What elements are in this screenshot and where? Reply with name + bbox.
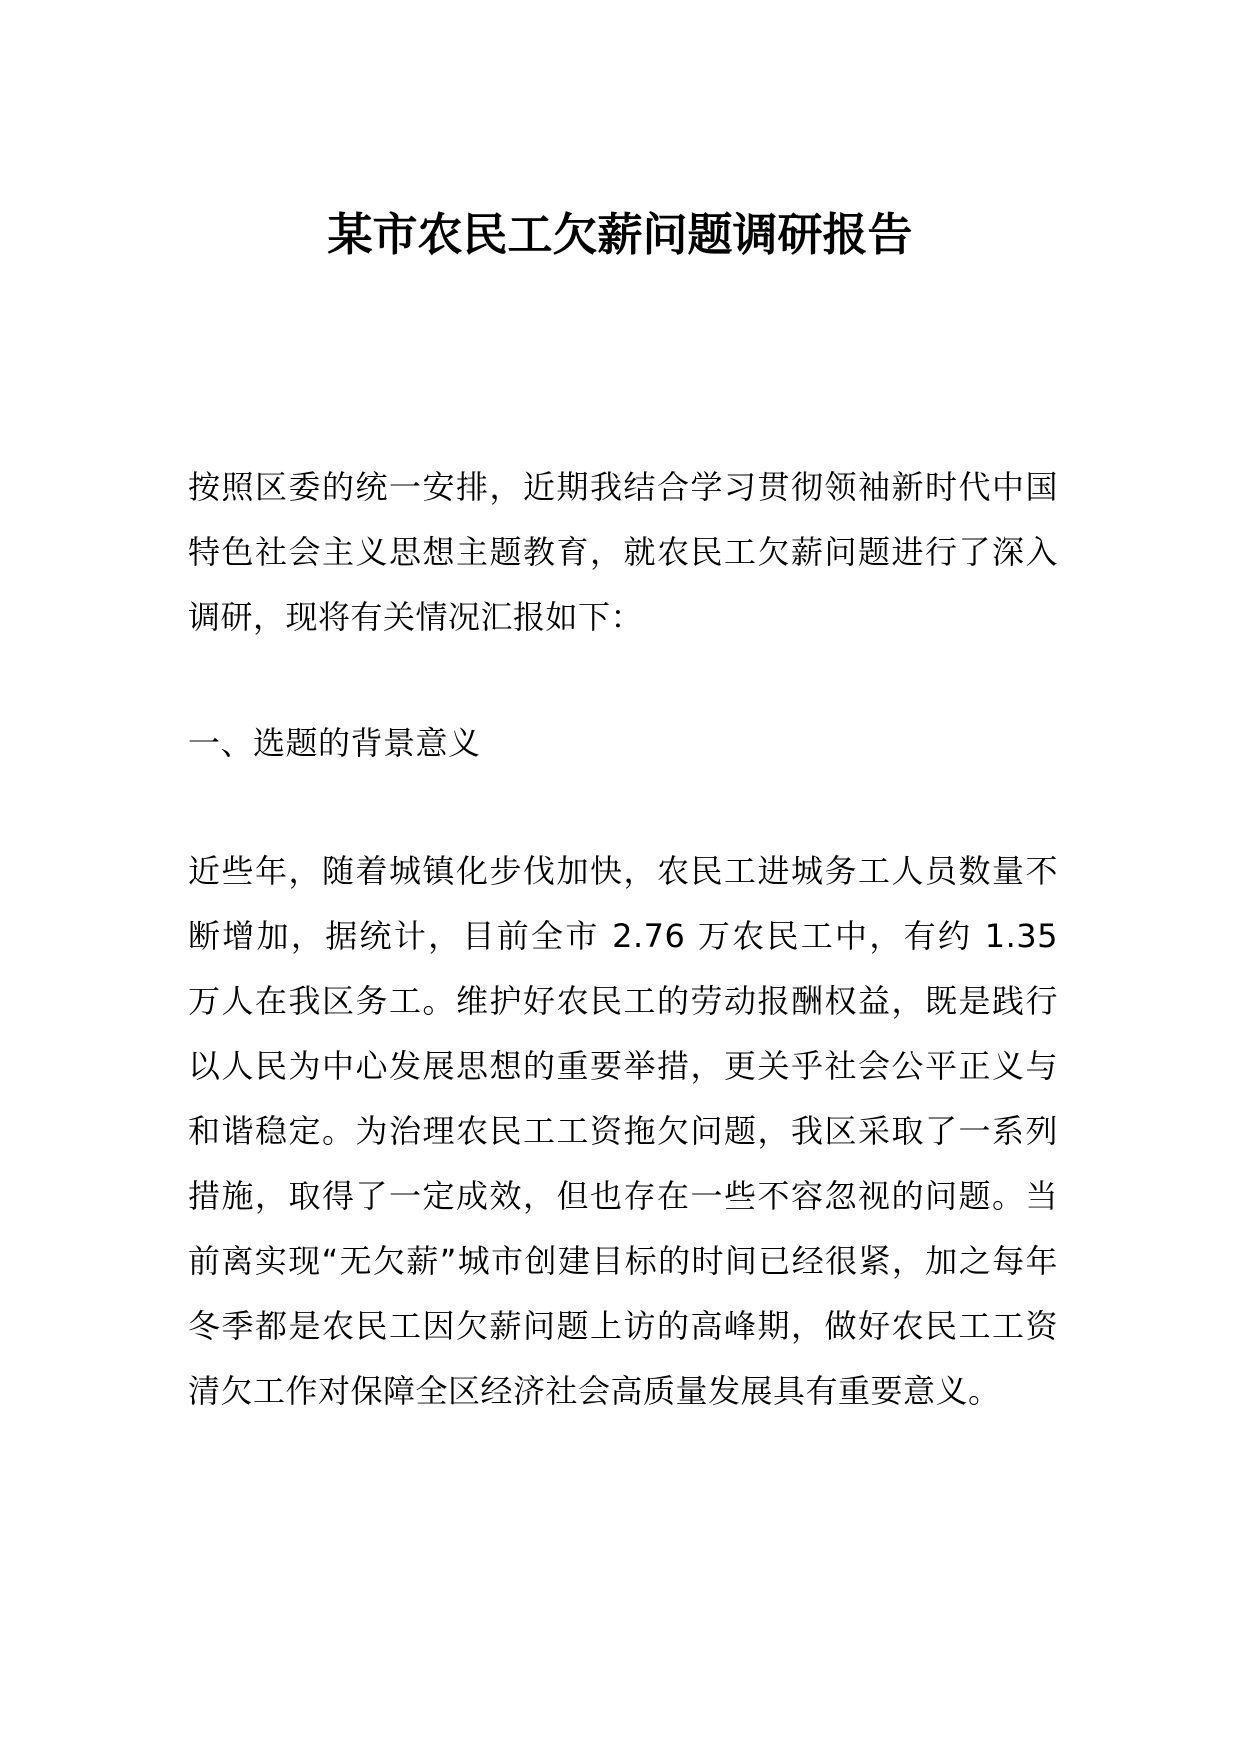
intro-paragraph: 按照区委的统一安排，近期我结合学习贯彻领袖新时代中国特色社会主义思想主题教育，就农民工欠薪问题进行了深入调研，现将有关情况汇报如下： xyxy=(188,468,1058,636)
section-body-paragraph: 近些年，随着城镇化步伐加快，农民工进城务工人员数量不断增加，据统计，目前全市 2.76 万农民工中，有约 1.35 万人在我区务工。维护好农民工的劳动报酬权益，既是践行以人民为中心发展思想的重要举措，更关乎社会公平正义与和谐稳定。为治理农民工工资拖欠问题，我区采取了一系列措施，取得了一定成效，但也存在一些不容忽视的问题。当前离实现“无欠薪”城市创建目标的时间已经很紧，加之每年冬季都是农民工因欠薪问题上访的高峰期，做好农民工工资清欠工作对保障全区经济社会高质量发展具有重要意义。 xyxy=(188,852,1058,1410)
section-heading: 一、选题的背景意义 xyxy=(188,724,481,762)
document-title: 某市农民工欠薪问题调研报告 xyxy=(327,208,913,261)
